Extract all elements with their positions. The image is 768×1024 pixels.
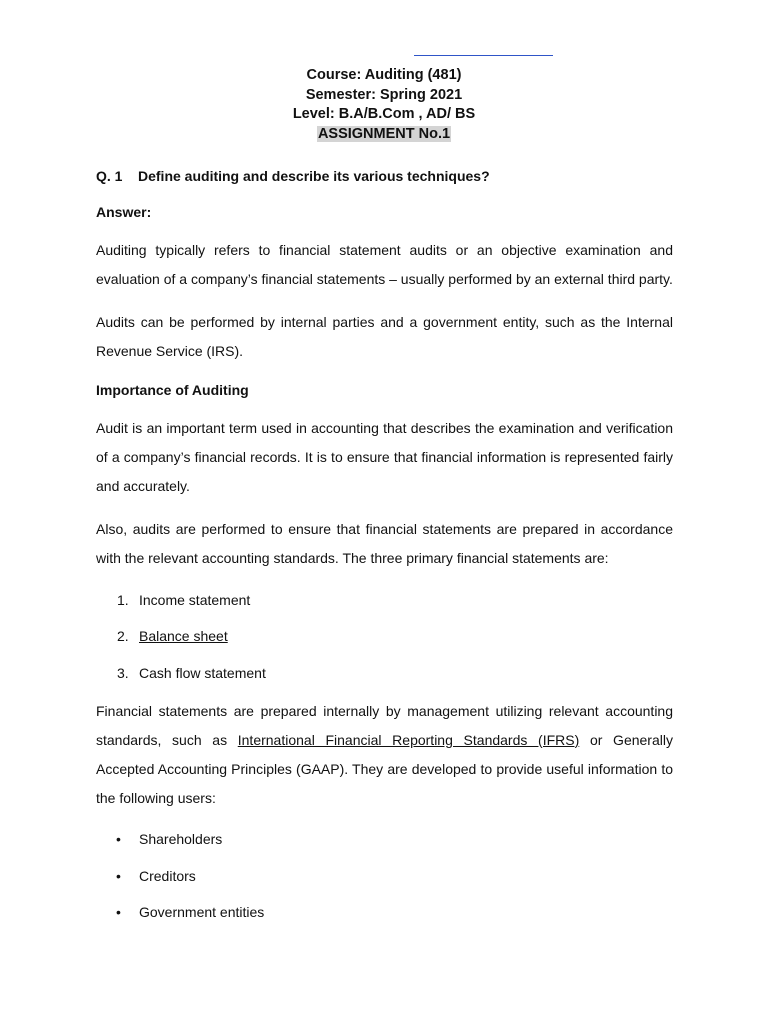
top-rule (414, 55, 553, 56)
semester-line: Semester: Spring 2021 (305, 86, 463, 103)
paragraph-importance: Audit is an important term used in accounting that describes the examination and verification of a company’s financial records. It is to ensure that financial information is represented fairly and accurately. (96, 420, 673, 494)
bullet-icon: • (116, 867, 121, 884)
list-item-text: Shareholders (139, 831, 223, 847)
bullet-icon: • (116, 831, 121, 847)
bullet-icon: • (116, 904, 121, 920)
question (96, 166, 673, 186)
question-text: Define auditing and describe its various techniques? (138, 168, 490, 184)
list-item (96, 626, 673, 646)
level-line: Level: B.A/B.Com , AD/ BS (292, 106, 476, 122)
list-number: 3. (117, 664, 129, 681)
course-line: Course: Auditing (481) (306, 67, 462, 83)
paragraph-performers: Audits can be performed by internal parties and a government entity, such as the Internal Revenue Service (IRS). (96, 314, 673, 359)
list-item-text: Cash flow statement (139, 664, 266, 681)
paragraph-users-part2: or Generally Accepted Accounting Principles (GAAP). They are developed to provide useful information to the following users: (96, 731, 673, 806)
question-number: Q. 1 (96, 168, 123, 184)
list-item-text: Creditors (139, 867, 196, 884)
document-body (96, 166, 673, 922)
paragraph-users-part1: Financial statements are prepared internally by management utilizing relevant accounting standards, such as (96, 702, 673, 748)
answer-label: Answer: (96, 204, 152, 220)
assignment-line (0, 125, 768, 145)
paragraph-users (96, 697, 673, 813)
list-number: 2. (117, 628, 129, 644)
document-header (0, 66, 768, 144)
paragraph-standards: Also, audits are performed to ensure that financial statements are prepared in accordance with the relevant accounting standards. The three primary financial statements are: (96, 521, 673, 566)
list-item (96, 829, 673, 849)
statements-list (96, 590, 673, 683)
list-item (96, 866, 673, 886)
users-list (96, 829, 673, 922)
balance-sheet-link[interactable]: Balance sheet (139, 628, 228, 644)
list-item-text: Government entities (139, 904, 265, 920)
list-item (96, 590, 673, 610)
list-number: 1. (117, 591, 129, 608)
list-item-text: Income statement (139, 591, 251, 608)
list-item (96, 663, 673, 683)
importance-heading: Importance of Auditing (96, 382, 249, 398)
assignment-title: ASSIGNMENT No.1 (317, 125, 451, 142)
ifrs-link[interactable]: International Financial Reporting Standards (IFRS) (237, 731, 580, 748)
list-item (96, 902, 673, 922)
paragraph-definition: Auditing typically refers to financial statement audits or an objective examination and evaluation of a company’s financial statements – usually performed by an external third party. (96, 242, 673, 287)
